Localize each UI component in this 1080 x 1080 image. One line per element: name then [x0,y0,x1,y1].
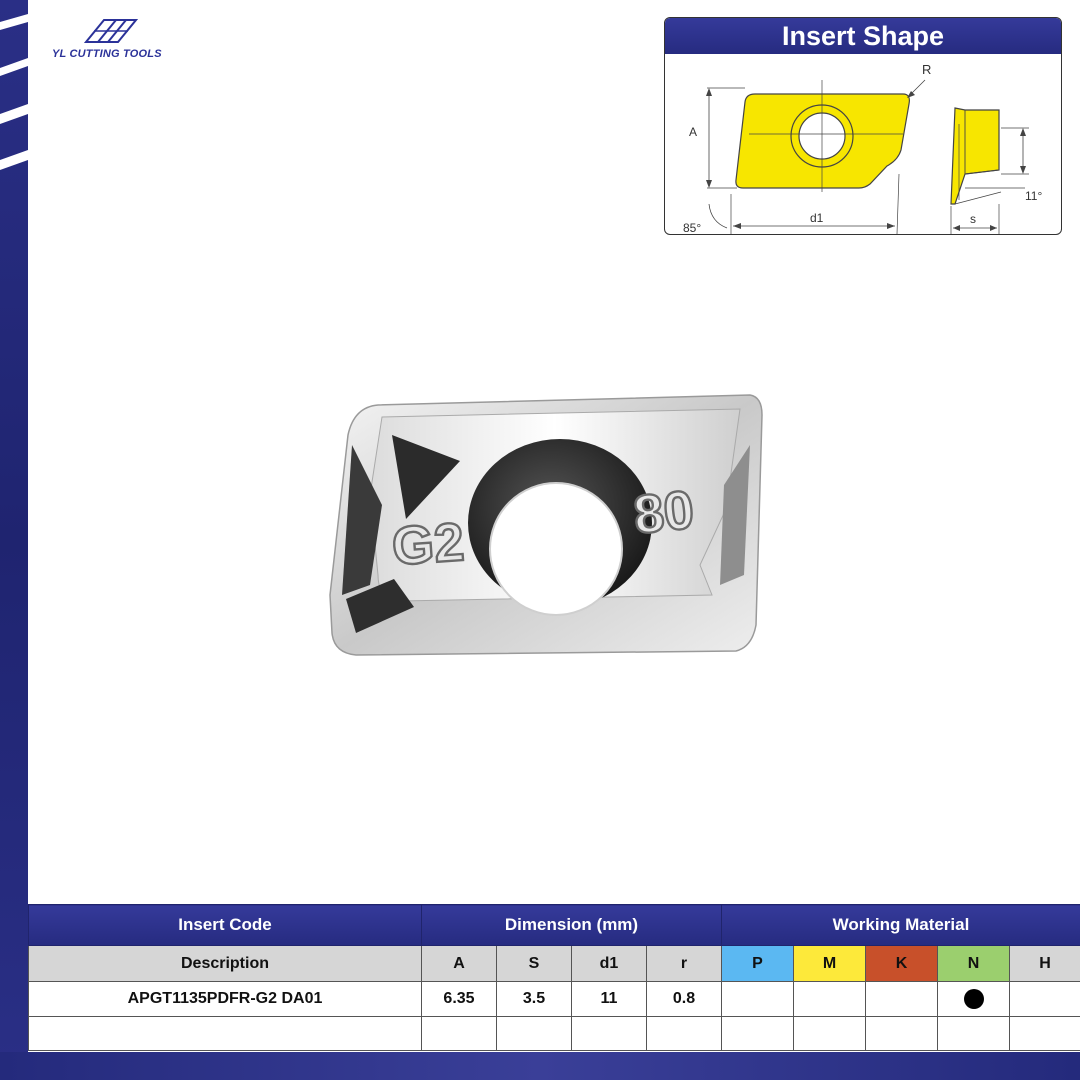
cell-material-m [794,982,866,1017]
cell-s: 3.5 [497,982,572,1017]
group-working-material: Working Material [722,905,1080,946]
header-s: S [497,946,572,982]
insert-shape-panel [664,17,1062,235]
group-insert-code: Insert Code [29,905,422,946]
insert-shape-diagram [665,54,1061,234]
table-column-header [29,946,1080,982]
cell-material-n [938,982,1010,1017]
spec-table [28,904,1080,1051]
left-decor-stripes [0,0,28,200]
header-material-h: H [1010,946,1080,982]
table-group-header [29,905,1080,946]
cell-d1: 11 [572,982,647,1017]
cell-material-p [722,982,794,1017]
cell-a: 6.35 [422,982,497,1017]
bottom-decor-band [0,1052,1080,1080]
insert-hole-bore [490,483,622,615]
cell-r: 0.8 [647,982,722,1017]
insert-product-photo [320,385,770,665]
group-dimension: Dimension (mm) [422,905,722,946]
label-angle-11: 11° [1025,189,1043,203]
header-d1: d1 [572,946,647,982]
header-r: r [647,946,722,982]
header-material-k: K [866,946,938,982]
marking-g2: G2 [389,512,467,577]
header-description: Description [29,946,422,982]
table-row-empty [29,1017,1080,1051]
brand-logo-icon [84,16,140,46]
marking-80: 80 [630,479,697,546]
insert-side-view [951,108,999,204]
table-row [29,982,1080,1017]
brand-logo [50,16,174,66]
material-suitable-dot [964,989,984,1009]
label-s: s [970,212,976,226]
cell-material-k [866,982,938,1017]
insert-shape-title: Insert Shape [665,18,1061,54]
cell-description: APGT1135PDFR-G2 DA01 [29,982,422,1017]
label-R: R [922,62,932,77]
header-a: A [422,946,497,982]
header-material-n: N [938,946,1010,982]
label-A: A [689,125,698,139]
brand-name: YL CUTTING TOOLS [52,48,162,60]
header-material-p: P [722,946,794,982]
label-angle-85: 85° [683,221,702,234]
label-d1: d1 [810,211,824,225]
header-material-m: M [794,946,866,982]
cell-material-h [1010,982,1080,1017]
